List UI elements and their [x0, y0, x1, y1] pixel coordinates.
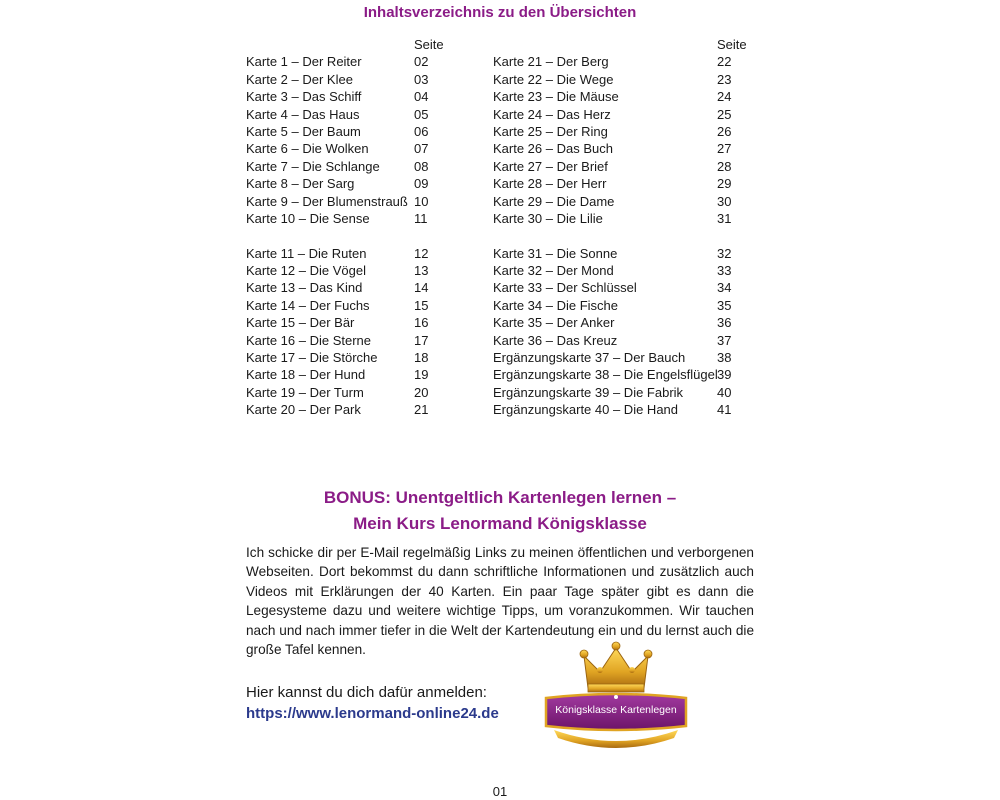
signup-block	[246, 682, 499, 724]
toc-entry	[246, 158, 446, 175]
toc-entry-page: 34	[717, 280, 732, 296]
toc-entry-page: 03	[414, 71, 429, 87]
toc-entry-name: Karte 28 – Der Herr	[493, 176, 607, 192]
toc-entry	[246, 245, 446, 262]
toc-entry-page: 35	[717, 297, 732, 313]
toc-entry-page: 18	[414, 350, 429, 366]
toc-entry-page: 02	[414, 54, 429, 70]
toc-entry-name: Karte 15 – Der Bär	[246, 315, 355, 331]
toc-entry-name: Ergänzungskarte 37 – Der Bauch	[493, 350, 686, 366]
toc-entry-name: Karte 16 – Die Sterne	[246, 332, 372, 348]
toc-entry	[246, 88, 446, 105]
toc-entry-name: Karte 32 – Der Mond	[493, 263, 614, 279]
toc-entry-name: Karte 26 – Das Buch	[493, 141, 613, 157]
toc-entry-page: 07	[414, 141, 429, 157]
toc-entry-name: Karte 5 – Der Baum	[246, 123, 361, 139]
toc-entry-name: Karte 11 – Die Ruten	[246, 245, 367, 261]
toc-entry-name: Karte 31 – Die Sonne	[493, 245, 618, 261]
toc-left-column	[246, 36, 446, 419]
toc-entry-page: 06	[414, 123, 429, 139]
toc-entry-name: Karte 34 – Die Fische	[493, 297, 619, 313]
toc-entry-page: 04	[414, 89, 429, 105]
koenigsklasse-badge[interactable]	[536, 640, 696, 750]
toc-entry	[493, 384, 753, 401]
toc-entry	[246, 401, 446, 418]
toc-entry	[493, 88, 753, 105]
page-number: 01	[492, 784, 508, 799]
toc-entry-page: 19	[414, 367, 429, 383]
toc-entry-name: Karte 18 – Der Hund	[246, 367, 366, 383]
toc-entry	[246, 279, 446, 296]
toc-entry	[493, 332, 753, 349]
toc-entry	[246, 297, 446, 314]
toc-entry	[246, 314, 446, 331]
toc-entry-name: Karte 22 – Die Wege	[493, 71, 614, 87]
toc-entry	[493, 366, 753, 383]
toc-entry-page: 31	[717, 210, 732, 226]
toc-entry	[493, 175, 753, 192]
toc-entry	[246, 53, 446, 70]
toc-entry-page: 05	[414, 106, 429, 122]
toc-entry-name: Karte 6 – Die Wolken	[246, 141, 369, 157]
toc-entry	[246, 349, 446, 366]
bonus-title-line2: Mein Kurs Lenormand Königsklasse	[353, 514, 647, 533]
toc-entry	[493, 210, 753, 227]
toc-entry-page: 15	[414, 297, 429, 313]
toc-entry	[493, 349, 753, 366]
toc-entry-page: 11	[414, 210, 428, 226]
toc-entry-page: 33	[717, 263, 732, 279]
toc-entry-name: Karte 10 – Die Sense	[246, 210, 370, 226]
toc-entry	[493, 123, 753, 140]
toc-entry-page: 13	[414, 263, 429, 279]
toc-entry-name: Karte 21 – Der Berg	[493, 54, 609, 70]
crown-icon	[536, 640, 696, 750]
toc-entry-page: 36	[717, 315, 732, 331]
page-header-left: Seite	[414, 37, 444, 52]
toc-entry	[493, 401, 753, 418]
toc-entry-page: 41	[717, 402, 732, 418]
bonus-paragraph: Ich schicke dir per E-Mail regelmäßig Links zu meinen öffentlichen und verborgenen Webseiten. Dort bekommst du dann schriftliche Informationen und zusätzlich auch Videos mit Erklärungen der 40 Karten. Ein paar Tage später gibt es dann die Legesysteme dazu und weitere wichtige Tipps, um voranzukommen. Wir tauchen nach und nach immer tiefer in die Welt der Kartendeutung ein und du lernst auch die große Tafel kennen.	[246, 545, 754, 658]
toc-entry-page: 22	[717, 54, 732, 70]
toc-entry-page: 08	[414, 158, 429, 174]
toc-entry-name: Ergänzungskarte 40 – Die Hand	[493, 402, 679, 418]
toc-entry	[493, 262, 753, 279]
toc-entry-name: Karte 13 – Das Kind	[246, 280, 363, 296]
toc-entry-name: Karte 35 – Der Anker	[493, 315, 615, 331]
toc-entry	[493, 158, 753, 175]
toc-entry-name: Karte 27 – Der Brief	[493, 158, 608, 174]
toc-entry-name: Karte 36 – Das Kreuz	[493, 332, 618, 348]
toc-right-column	[493, 36, 753, 419]
toc-entry-name: Karte 24 – Das Herz	[493, 106, 611, 122]
toc-entry-page: 09	[414, 176, 429, 192]
toc-entry-page: 25	[717, 106, 732, 122]
toc-entry-page: 32	[717, 245, 732, 261]
toc-entry	[246, 193, 446, 210]
toc-entry-name: Karte 25 – Der Ring	[493, 123, 608, 139]
signup-link[interactable]: https://www.lenormand-online24.de	[246, 705, 499, 722]
toc-entry	[493, 245, 753, 262]
toc-entry-name: Karte 23 – Die Mäuse	[493, 89, 619, 105]
bonus-title	[0, 485, 1000, 537]
signup-text: Hier kannst du dich dafür anmelden:	[246, 684, 487, 701]
toc-entry-page: 29	[717, 176, 732, 192]
toc-entry	[246, 123, 446, 140]
toc-entry	[493, 106, 753, 123]
toc-entry	[246, 71, 446, 88]
toc-entry	[246, 384, 446, 401]
toc-entry	[493, 193, 753, 210]
toc-entry-name: Ergänzungskarte 39 – Die Fabrik	[493, 384, 684, 400]
toc-entry-page: 28	[717, 158, 732, 174]
toc-entry-name: Karte 9 – Der Blumenstrauß	[246, 193, 408, 209]
toc-entry-page: 14	[414, 280, 429, 296]
toc-entry-page: 40	[717, 384, 732, 400]
toc-entry	[246, 106, 446, 123]
toc-entry-page: 37	[717, 332, 732, 348]
toc-entry	[493, 140, 753, 157]
toc-entry-name: Karte 29 – Die Dame	[493, 193, 615, 209]
toc-entry	[493, 53, 753, 70]
toc-entry	[246, 175, 446, 192]
bonus-title-line1: BONUS: Unentgeltlich Kartenlegen lernen –	[323, 488, 677, 507]
toc-entry-page: 39	[717, 367, 732, 383]
toc-entry-page: 24	[717, 89, 732, 105]
toc-entry-page: 27	[717, 141, 732, 157]
toc-entry-name: Karte 17 – Die Störche	[246, 350, 378, 366]
toc-entry-name: Karte 2 – Der Klee	[246, 71, 353, 87]
toc-entry	[246, 210, 446, 227]
toc-entry	[246, 140, 446, 157]
toc-entry-page: 26	[717, 123, 732, 139]
toc-entry	[493, 279, 753, 296]
toc-entry-page: 16	[414, 315, 429, 331]
toc-entry-page: 30	[717, 193, 732, 209]
toc-entry-name: Karte 8 – Der Sarg	[246, 176, 355, 192]
toc-entry-page: 21	[414, 402, 429, 418]
toc-entry-name: Karte 19 – Der Turm	[246, 384, 364, 400]
page-header-right: Seite	[717, 37, 747, 52]
toc-entry-name: Ergänzungskarte 38 – Die Engelsflügel	[493, 367, 718, 383]
toc-entry-page: 20	[414, 384, 429, 400]
toc-entry	[246, 262, 446, 279]
toc-title: Inhaltsverzeichnis zu den Übersichten	[363, 4, 637, 21]
toc-entry-name: Karte 20 – Der Park	[246, 402, 361, 418]
toc-entry-name: Karte 30 – Die Lilie	[493, 210, 603, 226]
toc-entry-name: Karte 4 – Das Haus	[246, 106, 360, 122]
toc-entry-name: Karte 3 – Das Schiff	[246, 89, 362, 105]
toc-entry-page: 38	[717, 350, 732, 366]
toc-entry-name: Karte 1 – Der Reiter	[246, 54, 362, 70]
toc-entry-name: Karte 7 – Die Schlange	[246, 158, 380, 174]
toc-entry	[246, 366, 446, 383]
toc-entry-page: 10	[414, 193, 429, 209]
toc-entry-page: 17	[414, 332, 429, 348]
toc-entry-name: Karte 33 – Der Schlüssel	[493, 280, 637, 296]
toc-entry-name: Karte 14 – Der Fuchs	[246, 297, 370, 313]
toc-entry	[493, 71, 753, 88]
toc-entry-name: Karte 12 – Die Vögel	[246, 263, 366, 279]
toc-entry-page: 12	[414, 245, 429, 261]
badge-label: Königsklasse Kartenlegen	[555, 704, 677, 716]
toc-entry	[493, 297, 753, 314]
toc-entry	[246, 332, 446, 349]
toc-entry-page: 23	[717, 71, 732, 87]
toc-entry	[493, 314, 753, 331]
